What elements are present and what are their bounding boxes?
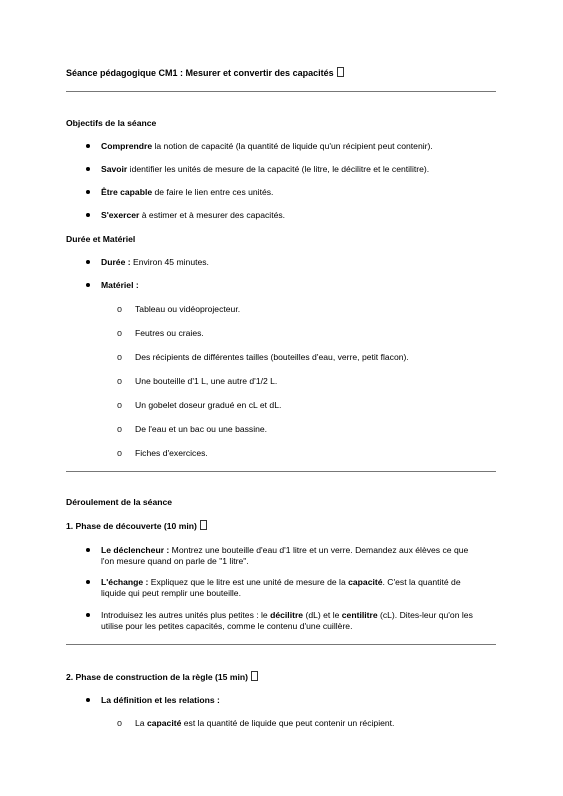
list-item: Comprendre la notion de capacité (la quantité de liquide qu'un récipient peut contenir). <box>101 141 433 151</box>
list-item: Le déclencheur : Montrez une bouteille d'eau d'1 litre et un verre. Demandez aux élèves ce que l'on mesure quand on parle de "1 litre". <box>101 545 469 566</box>
divider <box>66 471 496 472</box>
list-item: L'échange : Expliquez que le litre est une unité de mesure de la capacité. C'est la quantité de liquide qui peut remplir une bouteille. <box>101 577 461 598</box>
bullet-icon <box>86 698 90 702</box>
circle-bullet-icon: o <box>117 424 123 434</box>
circle-bullet-icon: o <box>117 400 123 410</box>
sub-list-item: Feutres ou craies. <box>135 328 204 338</box>
circle-bullet-icon: o <box>117 718 123 728</box>
bullet-icon <box>86 548 90 552</box>
list-item: S'exercer à estimer et à mesurer des capacités. <box>101 210 286 220</box>
sub-list-item: Une bouteille d'1 L, une autre d'1/2 L. <box>135 376 278 386</box>
list-item: Être capable de faire le lien entre ces unités. <box>101 187 274 197</box>
divider <box>66 644 496 645</box>
sub-list-item: Fiches d'exercices. <box>135 448 208 458</box>
divider <box>66 91 496 92</box>
list-item: Introduisez les autres unités plus petites : le décilitre (dL) et le centilitre (cL). Dites-leur qu'on les utilise pour les petites capacités, comme le contenu d'une cuillère. <box>101 610 473 631</box>
phase2-title: 2. Phase de construction de la règle (15 min) <box>66 671 258 682</box>
bullet-icon <box>86 144 90 148</box>
sub-list-item: Des récipients de différentes tailles (bouteilles d'eau, verre, petit flacon). <box>135 352 409 362</box>
emoji-box-icon <box>337 67 344 77</box>
bullet-icon <box>86 613 90 617</box>
circle-bullet-icon: o <box>117 448 123 458</box>
circle-bullet-icon: o <box>117 328 123 338</box>
circle-bullet-icon: o <box>117 304 123 314</box>
bullet-icon <box>86 213 90 217</box>
list-item-definition: La définition et les relations : <box>101 695 220 705</box>
list-item: Savoir identifier les unités de mesure de la capacité (le litre, le décilitre et le centilitre). <box>101 164 430 174</box>
emoji-box-icon <box>251 671 258 681</box>
bullet-icon <box>86 167 90 171</box>
bullet-icon <box>86 190 90 194</box>
phase1-title: 1. Phase de découverte (10 min) <box>66 520 207 531</box>
bullet-icon <box>86 283 90 287</box>
section-heading-duree: Durée et Matériel <box>66 234 136 244</box>
emoji-box-icon <box>200 520 207 530</box>
sub-list-item: Tableau ou vidéoprojecteur. <box>135 304 241 314</box>
sub-list-item: De l'eau et un bac ou une bassine. <box>135 424 268 434</box>
bullet-icon <box>86 580 90 584</box>
section-heading-deroulement: Déroulement de la séance <box>66 497 173 507</box>
sub-list-item: La capacité est la quantité de liquide que peut contenir un récipient. <box>135 718 395 728</box>
list-item-duree: Durée : Environ 45 minutes. <box>101 257 209 267</box>
sub-list-item: Un gobelet doseur gradué en cL et dL. <box>135 400 282 410</box>
bullet-icon <box>86 260 90 264</box>
page-title: Séance pédagogique CM1 : Mesurer et convertir des capacités <box>66 67 344 78</box>
circle-bullet-icon: o <box>117 376 123 386</box>
section-heading-objectifs: Objectifs de la séance <box>66 118 157 128</box>
list-item-materiel: Matériel : <box>101 280 139 290</box>
circle-bullet-icon: o <box>117 352 123 362</box>
